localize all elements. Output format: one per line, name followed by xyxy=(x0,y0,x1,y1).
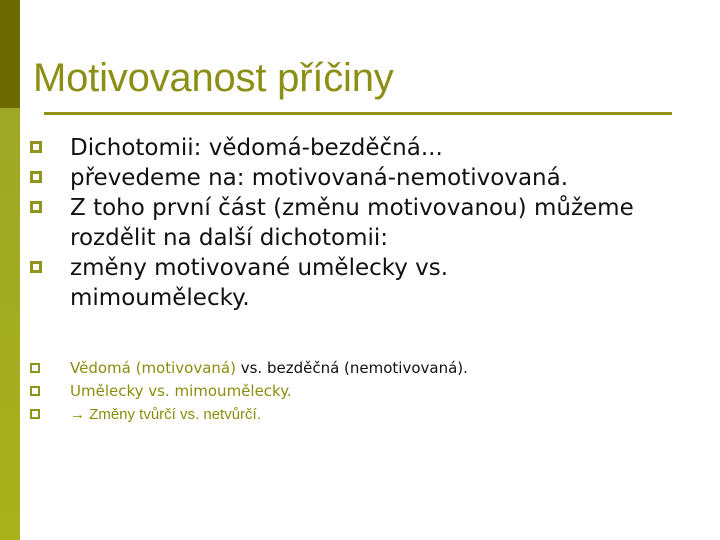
main-bullet-text: Dichotomii: vědomá-bezděčná... xyxy=(70,135,443,161)
secondary-bullet-text: vs. bezděčná (nemotivovaná). xyxy=(235,359,468,377)
main-bullet-item xyxy=(30,253,720,313)
square-bullet-icon xyxy=(30,261,42,273)
main-bullet-item xyxy=(30,133,720,163)
main-bullet-item xyxy=(30,163,720,193)
main-bullet-text: změny motivované umělecky vs. mimoumělecky. xyxy=(70,255,449,311)
title-underline xyxy=(44,112,672,115)
main-bullet-item xyxy=(30,193,720,253)
sidebar-accent-stripe xyxy=(0,0,20,540)
secondary-bullet-highlight: Vědomá (motivovaná) xyxy=(70,359,236,377)
main-bullet-list xyxy=(30,133,720,313)
square-bullet-icon xyxy=(30,201,42,213)
square-bullet-icon xyxy=(30,171,42,183)
secondary-bullet-item xyxy=(30,403,720,426)
square-bullet-icon xyxy=(30,141,42,153)
secondary-bullet-list xyxy=(30,357,720,426)
main-bullet-text: Z toho první část (změnu motivovanou) můžeme rozdělit na další dichotomii: xyxy=(70,195,634,251)
slide-title: Motivovanost příčiny xyxy=(33,56,394,100)
secondary-bullet-item xyxy=(30,357,720,380)
square-bullet-icon xyxy=(30,386,40,396)
secondary-bullet-text: Umělecky vs. mimoumělecky. xyxy=(70,382,292,400)
square-bullet-icon xyxy=(30,363,40,373)
secondary-bullet-text: → Změny tvůrčí vs. netvůrčí. xyxy=(70,406,261,423)
secondary-bullet-item xyxy=(30,380,720,403)
main-bullet-text: převedeme na: motivovaná-nemotivovaná. xyxy=(70,165,569,191)
square-bullet-icon xyxy=(30,409,40,419)
